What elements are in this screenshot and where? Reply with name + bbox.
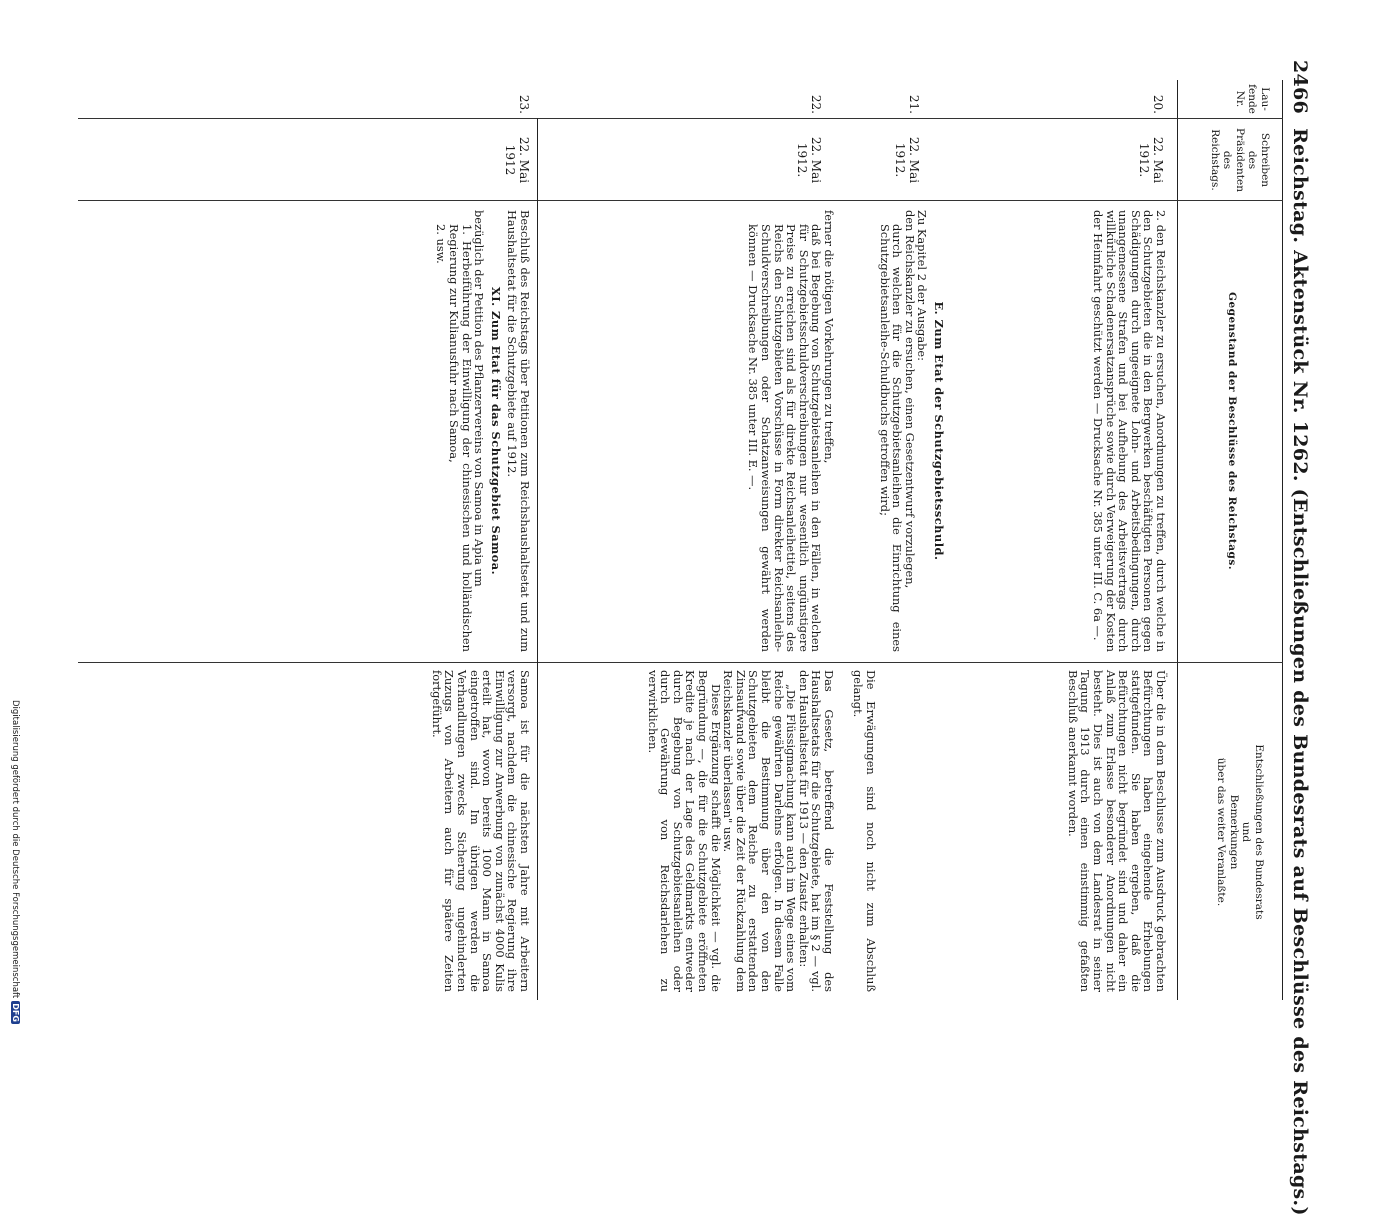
row-22-date: 22. Mai 1912. bbox=[795, 136, 823, 184]
row-23-number: 23. bbox=[517, 94, 531, 114]
subject-paragraph: Beschluß des Reichstags über Petitionen zum Reichshaushaltsetat und zum Haushaltsetat für die Schutzgebiete auf 1912. bbox=[505, 210, 532, 652]
header-subject: Gegenstand der Beschlüsse des Reichstags. bbox=[1226, 292, 1238, 570]
decision-paragraph: Diese Ergänzung schafft die Möglichkeit — vgl. die Begründung —, die für die Schutzgebiete eröffneten Kredite je nach der Lage des Geldmarkts entweder durch Begebung von Schutzgebietsanleihen oder durch Gewährung von Reichsdarlehen zu verwirklichen. bbox=[645, 670, 723, 992]
subject-paragraph: bezüglich der Petition des Pflanzervereins von Samoa in Apia um bbox=[472, 210, 487, 587]
row-21-subject bbox=[878, 210, 945, 652]
decision-paragraph: Über die in dem Beschlusse zum Ausdruck gebrachten Befürchtungen haben eingehende Erhebungen stattgefunden. Sie haben ergeben, daß die Befürchtungen nicht begründet sind und daher ein Anlaß zum Erlasse besonderer Anordnungen nicht besteht. Dies ist auch von dem Landesrat in seiner Tagung 1913 durch einen einstimmig gefaßten Beschluß anerkannt worden. bbox=[1065, 670, 1168, 992]
credit-text: Digitalisierung gefördert durch die Deutsche Forschungsgemeinschaft bbox=[10, 700, 20, 999]
row-23-top-rule bbox=[537, 118, 538, 1000]
column-divider-2 bbox=[78, 200, 1283, 201]
section-heading: XI. Zum Etat für das Schutzgebiet Samoa. bbox=[488, 286, 503, 576]
subject-paragraph: daß bei Begebung von Schutzgebietsanleihen in den Fällen, in welchen für Schutzgebietsschuldverschreibungen nur wesentlich ungünstigere Preise zu erreichen sind als für direkte Reichsanleihetitel, seitens des Reichs den Schutzgebieten Vorschüsse in Form direkter Reichsanleihe-Schuldverschreibungen oder Schatzanweisungen gewährt werden können — Drucksache Nr. 385 unter III. E. —. bbox=[746, 224, 824, 652]
row-21-number: 21. bbox=[907, 94, 921, 114]
row-23-decision bbox=[430, 670, 531, 992]
row-21-date: 22. Mai 1912. bbox=[893, 136, 921, 184]
section-heading: E. Zum Etat der Schutzgebietsschuld. bbox=[932, 301, 946, 561]
row-23-subject bbox=[435, 210, 531, 652]
subject-paragraph: Zu Kapitel 2 der Ausgabe: bbox=[915, 210, 930, 362]
table-top-rule bbox=[1282, 80, 1283, 1000]
running-head-title: Reichstag. Aktenstück Nr. 1262. (Entschließungen des Bundesrats auf Beschlüsse des Reichstags.) bbox=[1289, 128, 1311, 1216]
row-22-number: 22. bbox=[809, 94, 823, 114]
column-divider-1 bbox=[78, 118, 1283, 119]
row-20-decision bbox=[1066, 670, 1167, 992]
row-22-subject bbox=[747, 210, 835, 652]
header-number: Lau- fende Nr. bbox=[1234, 84, 1271, 114]
row-20-date: 22. Mai 1912. bbox=[1137, 136, 1165, 184]
subject-paragraph: ferner die nötigen Vorkehrungen zu treffen, bbox=[822, 210, 836, 464]
dfg-logo: DFG bbox=[11, 1003, 20, 1022]
row-20-number: 20. bbox=[1151, 94, 1165, 114]
decision-paragraph: Das Gesetz, betreffend die Feststellung des Haushaltsetats für die Schutzgebiete, hat im § 2 — vgl. den Haushaltsetat für 1913 — den Zusatz erhalten: bbox=[796, 670, 836, 992]
row-21-decision bbox=[852, 670, 877, 992]
subject-paragraph: 2. usw. bbox=[434, 224, 449, 264]
column-divider-3 bbox=[78, 662, 1283, 663]
decision-paragraph: „Die Flüssigmachung kann auch im Wege eines vom Reiche gewährten Darlehns erfolgen. In diesem Falle bleibt die Bestimmung über den von den Schutzgebieten dem Reiche zu erstattenden Zinsaufwand sowie über die Zeit der Rückzahlung dem Reichskanzler überlassen" usw. bbox=[721, 670, 799, 992]
running-head bbox=[1289, 60, 1311, 1216]
row-23-date: 22. Mai 1912 bbox=[503, 136, 531, 184]
row-20-subject bbox=[1091, 210, 1167, 652]
header-bottom-rule bbox=[1177, 80, 1178, 1000]
page-number: 2466 bbox=[1289, 60, 1311, 115]
subject-paragraph: durch welchen für die Schutzgebietsanleihen die Einrichtung eines Schutzgebietsanleihe-Schuldbuchs getroffen wird; bbox=[877, 224, 905, 652]
decision-paragraph: Die Erwägungen sind noch nicht zum Abschluß gelangt. bbox=[851, 670, 878, 992]
decision-paragraph: Samoa ist für die nächsten Jahre mit Arbeitern versorgt, nachdem die chinesische Regierung ihre Einwilligung zur Anwerbung von zunächst 4000 Kulis erteilt hat, wovon bereits 1000 Mann in Samoa eingetroffen sind. Im übrigen werden die Verhandlungen zwecks Sicherung ungehinderten Zuzugs von Arbeitern auch für spätere Zeiten fortgeführt. bbox=[429, 670, 532, 992]
subject-paragraph: den Reichskanzler zu ersuchen, einen Gesetzentwurf vorzulegen, bbox=[902, 210, 917, 589]
row-22-decision bbox=[646, 670, 835, 992]
subject-paragraph: 2. den Reichskanzler zu ersuchen, Anordnungen zu treffen, durch welche in den Schutzgebieten die in den Bergwerken beschäftigten Personen gegen Schädigungen durch ungeeignete Lohn- und Arbeitsbedingungen, durch unangemessene Strafen und bei Aufhebung des Arbeitsvertrags durch willkürliche Schadenersatzansprüche sowie durch Verweigerung der Kosten der Heimfahrt geschützt werden — Drucksache Nr. 385 unter III. C. 6a —. bbox=[1091, 210, 1168, 653]
digitization-credit bbox=[10, 700, 20, 1022]
subject-paragraph: 1. Herbeiführung der Einwilligung der chinesischen und holländischen Regierung zur Kulianusfuhr nach Samoa, bbox=[447, 224, 474, 652]
header-decisions: Entschließungen des Bundesrats und Bemerkungen über das weiter Veranlaßte. bbox=[1215, 744, 1265, 920]
header-letter: Schreiben des Präsidenten des Reichstags. bbox=[1209, 128, 1271, 192]
